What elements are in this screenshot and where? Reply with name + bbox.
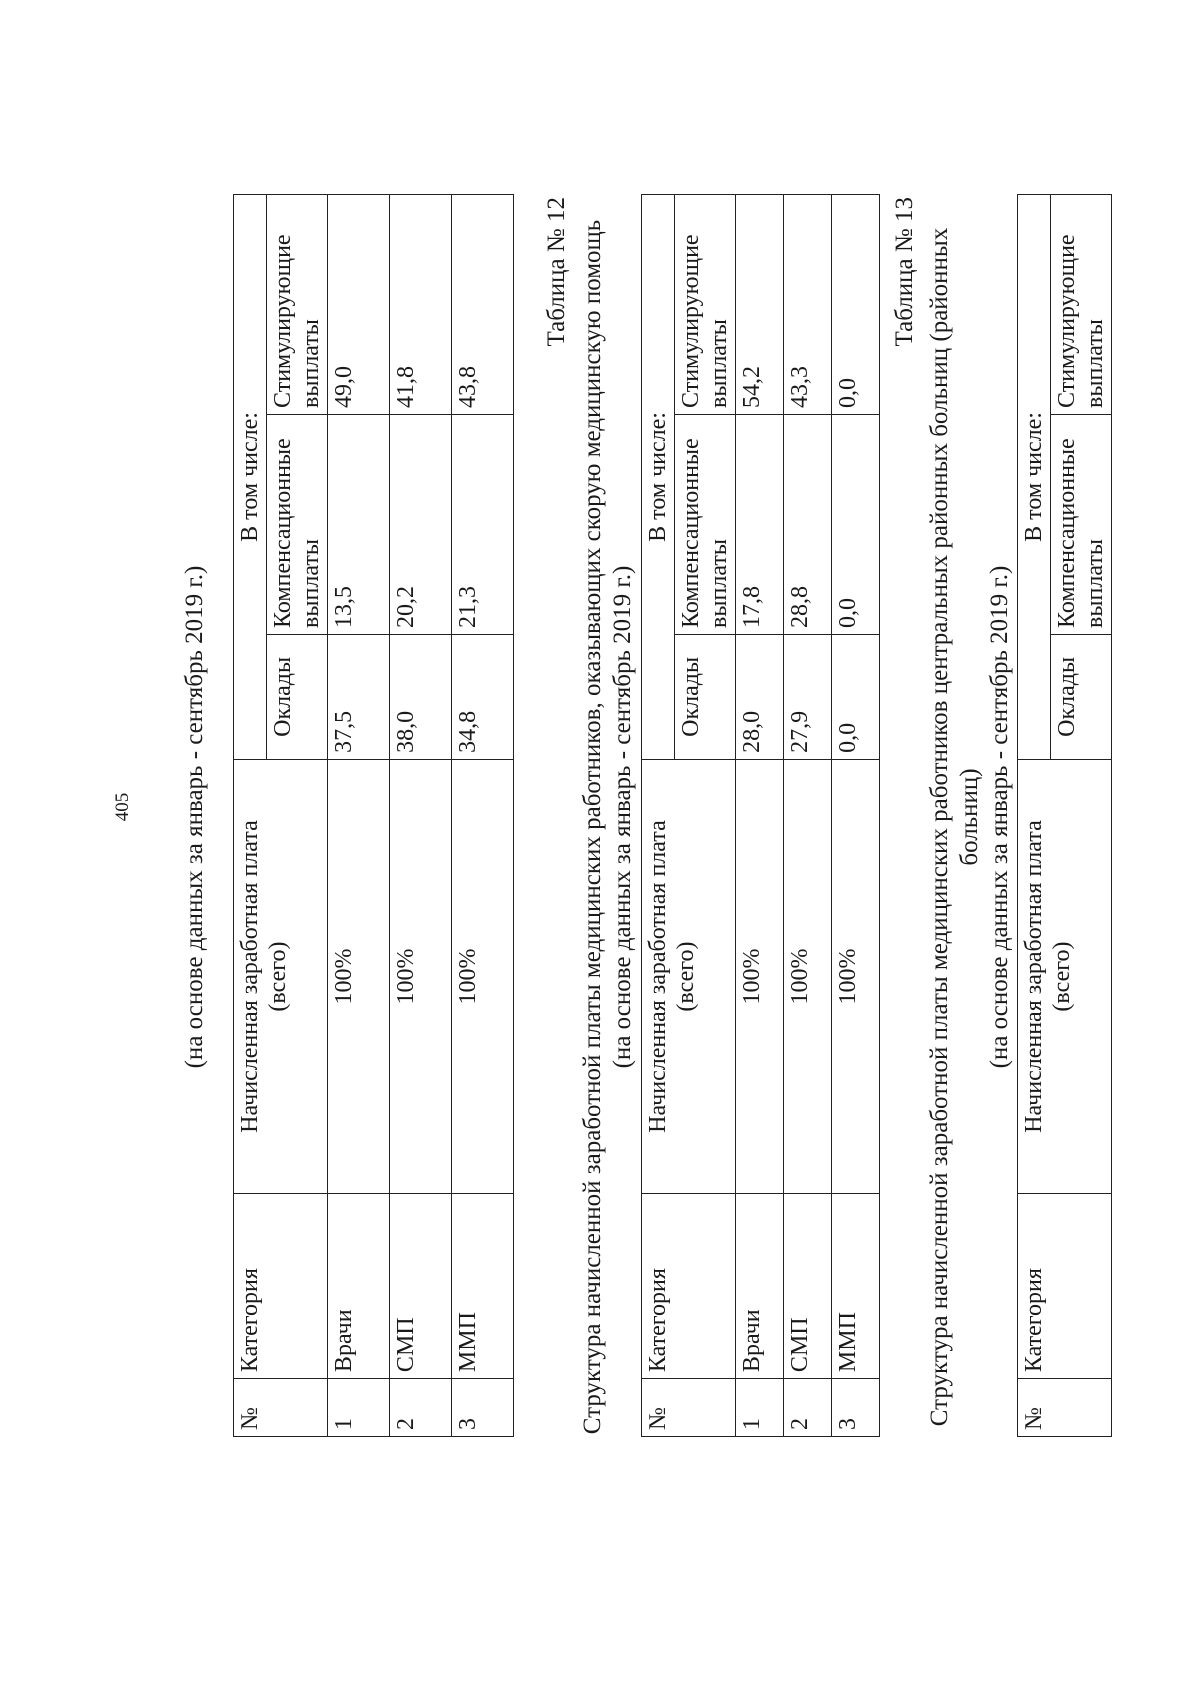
t12-header-stim: Стимулирующие выплаты: [675, 195, 736, 415]
t11-cell-salary: 38,0: [390, 634, 452, 759]
t12-header-category: Категория: [642, 1194, 736, 1379]
t12-header-num: №: [642, 1379, 736, 1437]
t12-subtitle: (на основе данных за январь - сентябрь 2019 г.): [609, 565, 636, 1069]
table-row: [736, 195, 784, 1437]
t13-subtitle: (на основе данных за январь - сентябрь 2019 г.): [986, 565, 1013, 1069]
t12-cell-stim: 0,0: [832, 195, 880, 415]
t11-cell-comp: 21,3: [452, 414, 514, 634]
t11-cell-category: ММП: [452, 1194, 514, 1379]
t12-table: [641, 194, 880, 1437]
t11-subtitle: (на основе данных за январь - сентябрь 2019 г.): [181, 565, 208, 1069]
t11-cell-comp: 13,5: [328, 414, 390, 634]
t11-cell-num: 1: [328, 1379, 390, 1437]
t13-header-category: Категория: [1018, 1194, 1112, 1379]
t13-header-stim: Стимулирующие выплаты: [1051, 195, 1112, 415]
t12-cell-num: 1: [736, 1379, 784, 1437]
t11-header-category: Категория: [234, 1194, 328, 1379]
t11-cell-total: 100%: [452, 759, 514, 1193]
t11-cell-salary: 34,8: [452, 634, 514, 759]
table-row: [784, 195, 832, 1437]
t12-cell-total: 100%: [736, 759, 784, 1193]
t12-cell-comp: 28,8: [784, 414, 832, 634]
t11-header-total-line1: Начисленная заработная плата: [237, 820, 263, 1133]
t12-cell-category: ММП: [832, 1194, 880, 1379]
t13-label: Таблица № 13: [891, 197, 918, 347]
t11-cell-total: 100%: [328, 759, 390, 1193]
t12-cell-category: Врачи: [736, 1194, 784, 1379]
t13-header-total-line1: Начисленная заработная плата: [1021, 820, 1047, 1133]
t11-header-salary: Оклады: [267, 634, 328, 759]
t12-header-total-line2: (всего): [673, 941, 699, 1012]
table-row: [452, 195, 514, 1437]
t13-header-salary: Оклады: [1051, 634, 1112, 759]
t12-cell-num: 3: [832, 1379, 880, 1437]
t13-header-incl: В том числе:: [1018, 195, 1051, 760]
t12-header-salary: Оклады: [675, 634, 736, 759]
t11-cell-stim: 49,0: [328, 195, 390, 415]
t11-cell-salary: 37,5: [328, 634, 390, 759]
t12-cell-stim: 43,3: [784, 195, 832, 415]
t11-cell-category: Врачи: [328, 1194, 390, 1379]
t12-cell-stim: 54,2: [736, 195, 784, 415]
t13-header-comp: Компенсационные выплаты: [1051, 414, 1112, 634]
t12-cell-salary: 27,9: [784, 634, 832, 759]
t11-header-incl: В том числе:: [234, 195, 267, 760]
t12-cell-total: 100%: [784, 759, 832, 1193]
t11-cell-comp: 20,2: [390, 414, 452, 634]
t12-cell-total: 100%: [832, 759, 880, 1193]
t12-header-total-line1: Начисленная заработная плата: [645, 820, 671, 1133]
t11-cell-stim: 43,8: [452, 195, 514, 415]
t11-header-num: №: [234, 1379, 328, 1437]
t11-table: [233, 194, 514, 1437]
t13-header-num: №: [1018, 1379, 1112, 1437]
t13-header-total-line2: (всего): [1049, 941, 1075, 1012]
t11-cell-num: 3: [452, 1379, 514, 1437]
t11-header-total-line2: (всего): [265, 941, 291, 1012]
t13-table: [1017, 194, 1112, 1437]
t11-cell-category: СМП: [390, 1194, 452, 1379]
t13-title-line1: Структура начисленной заработной платы медицинских работников центральных районных больниц (районных: [926, 227, 953, 1427]
t11-header-total: [234, 759, 328, 1193]
t12-cell-comp: 0,0: [832, 414, 880, 634]
t12-header-comp: Компенсационные выплаты: [675, 414, 736, 634]
t12-cell-salary: 28,0: [736, 634, 784, 759]
t12-cell-num: 2: [784, 1379, 832, 1437]
table-row: [328, 195, 390, 1437]
t13-header-total: [1018, 759, 1112, 1193]
page-number: 405: [112, 792, 133, 822]
t12-header-incl: В том числе:: [642, 195, 675, 760]
t12-title: Структура начисленной заработной платы медицинских работников, оказывающих скорую медицинскую помощь: [579, 219, 606, 1435]
t12-cell-salary: 0,0: [832, 634, 880, 759]
t11-cell-num: 2: [390, 1379, 452, 1437]
t12-header-total: [642, 759, 736, 1193]
t11-cell-total: 100%: [390, 759, 452, 1193]
t11-header-comp: Компенсационные выплаты: [267, 414, 328, 634]
t12-cell-comp: 17,8: [736, 414, 784, 634]
t12-cell-category: СМП: [784, 1194, 832, 1379]
t13-title-line2: больниц): [956, 768, 983, 866]
t11-header-stim: Стимулирующие выплаты: [267, 195, 328, 415]
table-row: [832, 195, 880, 1437]
t12-label: Таблица № 12: [543, 197, 570, 347]
table-row: [390, 195, 452, 1437]
t11-cell-stim: 41,8: [390, 195, 452, 415]
